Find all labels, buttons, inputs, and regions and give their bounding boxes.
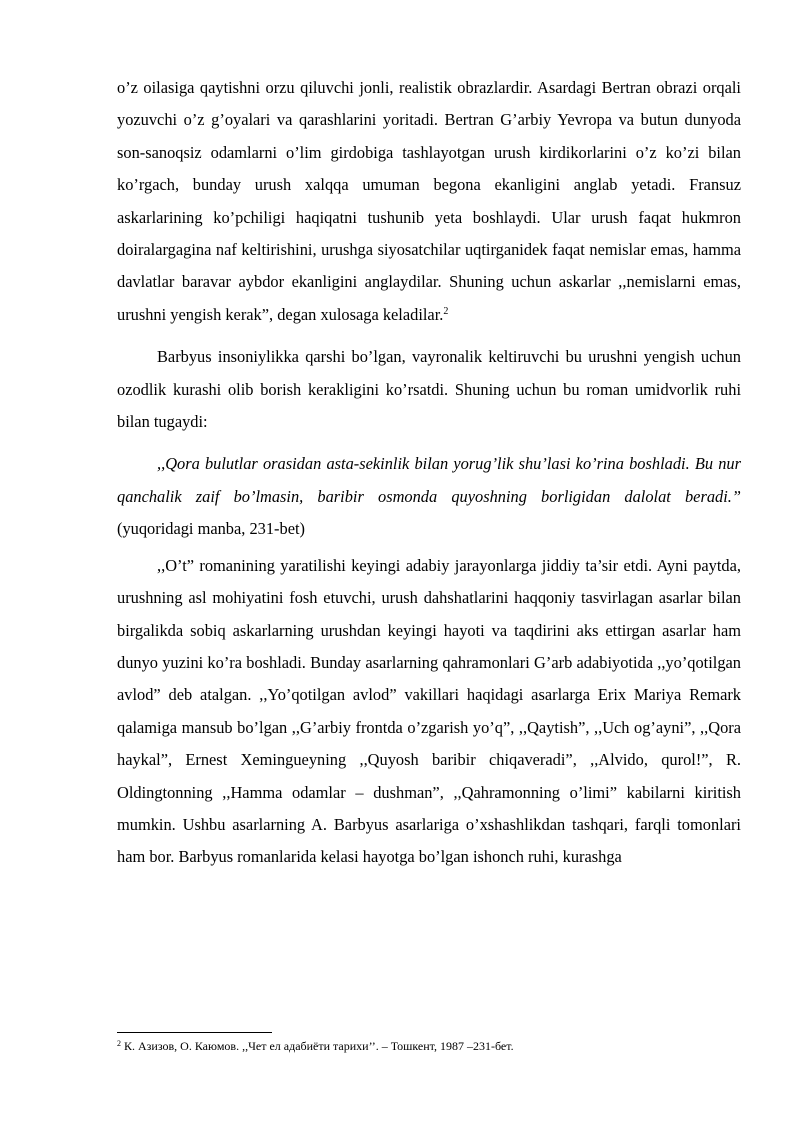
footnote [117,1038,757,1054]
quote-text: ,,Qora bulutlar orasidan asta-sekinlik bilan yorug’lik shu’lasi ko’rina boshladi. Bu nur qanchalik zaif bo’lmasin, baribir osmonda quyoshning borligidan dalolat beradi.” [117,454,741,506]
body-text [117,72,741,874]
paragraph-1 [117,72,741,331]
paragraph-1-text: o’z oilasiga qaytishni orzu qiluvchi jonli, realistik obrazlardir. Asardagi Bertran obrazi orqali yozuvchi o’z g’oyalari va qarashlarini yoritadi. Bertran G’arbiy Yevropa va butun dunyoda son-sanoqsiz odamlarni o’lim girdobiga tashlayotgan urush kirdikorlarini o’z ko’zi bilan ko’rgach, bunday urush xalqqa umuman begona ekanligini anglab yetadi. Fransuz askarlarining ko’pchiligi haqiqatni tushunib yeta boshlaydi. Ular urush faqat hukmron doiralargagina naf keltirishini, urushga siyosatchilar uqtirganidek faqat nemislar emas, hamma davlatlar baravar aybdor ekanligini anglaydilar. Shuning uchun askarlar ,,nemislarni emas, urushni yengish kerak”, degan xulosaga keladilar. [117,78,741,324]
quote-paragraph [117,448,741,545]
paragraph-2: Barbyus insoniylikka qarshi bo’lgan, vayronalik keltiruvchi bu urushni yengish uchun ozodlik kurashi olib borish kerakligini ko’rsatdi. Shuning uchun bu roman umidvorlik ruhi bilan tugaydi: [117,347,741,432]
footnote-text: К. Азизов, О. Каюмов. ,,Чет ел адабиёти тарихи’’. – Тошкент, 1987 –231-бет. [121,1039,514,1053]
quote-source: (yuqoridagi manba, 231-bet) [117,519,305,539]
paragraph-3: ,,O’t” romanining yaratilishi keyingi adabiy jarayonlarga jiddiy ta’sir etdi. Ayni paytda, urushning asl mohiyatini fosh etuvchi, urush dahshatlarini haqqoniy tasvirlagan asarlar bilan birgalikda sobiq askarlarning urushdan keyingi hayoti va taqdirini aks ettirgan asarlar ham dunyo yuzini ko’ra boshladi. Bunday asarlarning qahramonlari G’arb adabiyotida ,,yo’qotilgan avlod” deb atalgan. ,,Yo’qotilgan avlod” vakillari haqidagi asarlarga Erix Mariya Remark qalamiga mansub bo’lgan ,,G’arbiy frontda o’zgarish yo’q”, ,,Qaytish”, ,,Uch og’ayni”, ,,Qora haykal”, Ernest Xemingueyning ,,Quyosh baribir chiqaveradi”, ,,Alvido, qurol!”, R. Oldingtonning ,,Hamma odamlar – dushman”, ,,Qahramonning o’limi” kabilarni kiritish mumkin. Ushbu asarlarning A. Barbyus asarlariga o’xshashlikdan tashqari, farqli tomonlari ham bor. Barbyus romanlarida kelasi hayotga bo’lgan ishonch ruhi, kurashga [117,555,741,867]
footnote-mark: 2 [117,1039,121,1048]
footnote-reference: 2 [443,305,449,317]
footnote-divider [117,1032,272,1033]
